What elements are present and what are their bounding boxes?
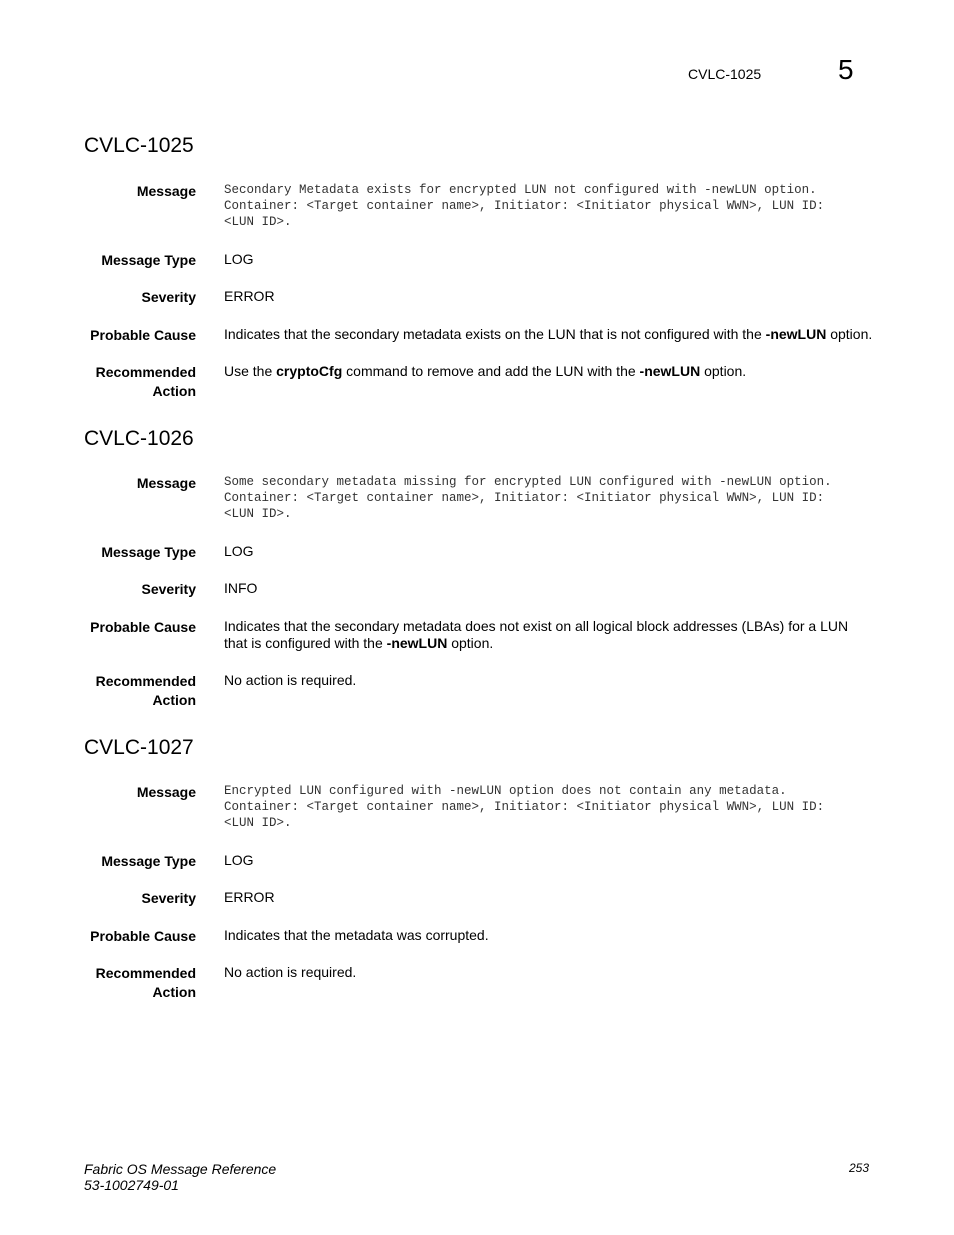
footer-doc-title: Fabric OS Message Reference bbox=[84, 1161, 277, 1177]
message-line: Container: <Target container name>, Initiator: <Initiator physical WWN>, LUN ID: bbox=[224, 199, 825, 213]
message-line: Container: <Target container name>, Initiator: <Initiator physical WWN>, LUN ID: bbox=[224, 800, 825, 814]
message-type-label: Message Type bbox=[101, 853, 196, 869]
footer-page-number: 253 bbox=[849, 1161, 870, 1175]
message-line: Encrypted LUN configured with -newLUN option does not contain any metadata. bbox=[224, 784, 787, 798]
recommended-action-value: Use the cryptoCfg command to remove and add the LUN with the -newLUN option. bbox=[224, 363, 747, 379]
footer-doc-info bbox=[84, 1161, 276, 1193]
severity-label: Severity bbox=[141, 289, 196, 305]
message-text bbox=[224, 474, 874, 522]
probable-cause-label: Probable Cause bbox=[90, 619, 196, 635]
severity-value: ERROR bbox=[224, 889, 275, 905]
message-line: <LUN ID>. bbox=[224, 816, 292, 830]
recommended-action-value: No action is required. bbox=[224, 964, 357, 980]
message-type-value: LOG bbox=[224, 852, 254, 868]
entry-title: CVLC-1027 bbox=[84, 736, 194, 759]
message-line: Some secondary metadata missing for encrypted LUN configured with -newLUN option. bbox=[224, 475, 832, 489]
message-label: Message bbox=[136, 183, 196, 199]
recommended-action-label: Recommended Action bbox=[95, 673, 196, 708]
message-text bbox=[224, 182, 874, 230]
recommended-action-label: Recommended Action bbox=[95, 965, 196, 1000]
severity-label: Severity bbox=[141, 890, 196, 906]
message-type-value: LOG bbox=[224, 251, 254, 267]
entry-title: CVLC-1026 bbox=[84, 427, 194, 450]
running-header-title: CVLC-1025 bbox=[688, 66, 762, 82]
message-line: <LUN ID>. bbox=[224, 507, 292, 521]
severity-value: INFO bbox=[224, 580, 258, 596]
probable-cause-value: Indicates that the metadata was corrupted. bbox=[224, 927, 489, 943]
message-line: <LUN ID>. bbox=[224, 215, 292, 229]
message-type-value: LOG bbox=[224, 543, 254, 559]
message-line: Secondary Metadata exists for encrypted LUN not configured with -newLUN option. bbox=[224, 183, 817, 197]
recommended-action-label: Recommended Action bbox=[95, 364, 196, 399]
probable-cause-label: Probable Cause bbox=[90, 327, 196, 343]
probable-cause-label: Probable Cause bbox=[90, 928, 196, 944]
chapter-number: 5 bbox=[838, 54, 854, 85]
message-label: Message bbox=[136, 475, 196, 491]
recommended-action-value: No action is required. bbox=[224, 672, 357, 688]
message-line: Container: <Target container name>, Initiator: <Initiator physical WWN>, LUN ID: bbox=[224, 491, 825, 505]
probable-cause-value: Indicates that the secondary metadata exists on the LUN that is not configured with the -newLUN option. bbox=[224, 326, 873, 342]
message-text bbox=[224, 783, 874, 831]
severity-value: ERROR bbox=[224, 288, 275, 304]
probable-cause-value: Indicates that the secondary metadata does not exist on all logical block addresses (LBAs) for a LUN that is configured with the -newLUN option. bbox=[224, 618, 849, 651]
severity-label: Severity bbox=[141, 581, 196, 597]
footer-doc-number: 53-1002749-01 bbox=[84, 1177, 179, 1193]
message-type-label: Message Type bbox=[101, 252, 196, 268]
entry-title: CVLC-1025 bbox=[84, 134, 194, 157]
message-label: Message bbox=[136, 784, 196, 800]
message-type-label: Message Type bbox=[101, 544, 196, 560]
